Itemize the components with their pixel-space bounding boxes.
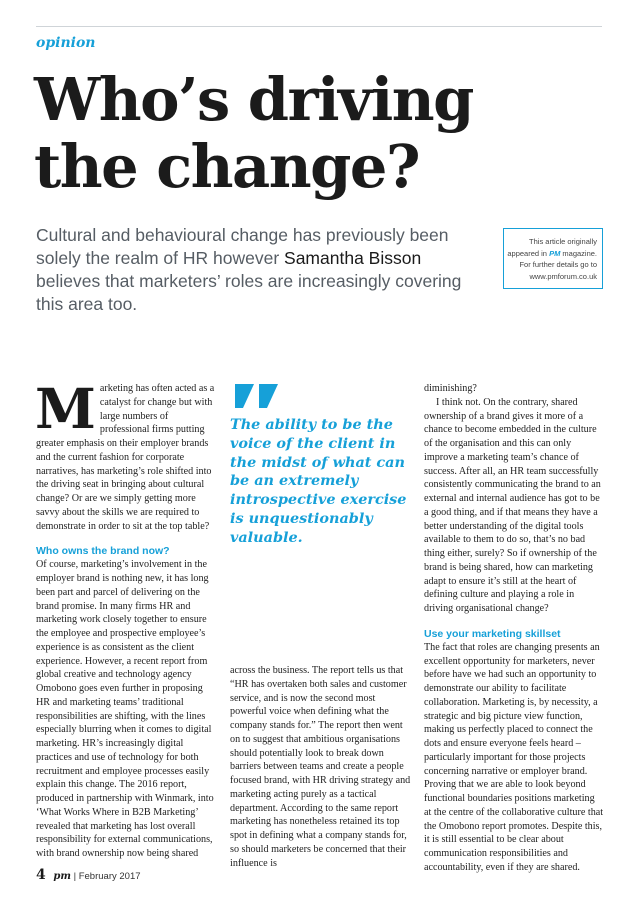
source-info-box [503, 228, 603, 289]
headline-line-1: Who’s driving [34, 65, 473, 134]
body-paragraph: I think not. On the contrary, shared ownership of a brand gives it more of a chance to become embedded in the culture of the organisation and this can only improve a marketing team’s chance of success. After all, an HR team successfully consistently communicating the brand to an external and internal audience has got to be a good thing, and if that means they have a better understanding of the digital tools available to them to do so, that’s no bad thing either, surely? So if ownership of the brand is being shared, how can marketing adapt to ensure it’s still at the heart of defining culture and playing a role in driving organisational change? [424, 396, 601, 614]
info-line-2-start: appeared in [507, 248, 550, 258]
drop-cap: M [35, 376, 96, 441]
subhead-marketing-skillset: Use your marketing skillset [424, 627, 561, 640]
standfirst [36, 224, 476, 316]
info-line-3: For further details go to [519, 260, 597, 269]
article-column-2 [230, 664, 411, 870]
info-line-2-end: magazine. [560, 248, 597, 258]
headline [34, 66, 594, 200]
body-paragraph-end: diminishing? [424, 383, 477, 394]
magazine-name: PM [549, 248, 561, 258]
headline-line-2: the change? [34, 132, 420, 201]
subhead-brand-ownership: Who owns the brand now? [36, 545, 170, 558]
body-paragraph: Of course, marketing’s involvement in the employer brand is nothing new, it has long been part and parcel of delivering on the brand promise. In many firms HR and marketing work closely together to ensure the employee and prospective employee’s experience is as consistent as the client experience. However, a recent report from global creative and technology agency Omobono goes even further in proposing HR and marketing teams’ traditional responsibilities are shifting, with the lines especially blurring when it comes to digital marketing. HR’s increasingly digital practices and use of technology for both recruitment and employee processes easily explain this change. The 2016 report, produced in partnership with Winmark, into ‘What Works Where in B2B Marketing’ revealed that marketing has lost overall responsibility for external communications, with brand ownership now being shared [36, 559, 214, 859]
quote-mark-icon [231, 384, 283, 410]
top-rule [36, 26, 602, 27]
article-column-3 [424, 382, 604, 875]
pull-quote: The ability to be the voice of the client in the midst of what can be an extremely introspective exercise is unquestionably valuable. [230, 416, 407, 546]
standfirst-text-end: believes that marketers’ roles are increasingly covering this area too. [36, 271, 462, 314]
body-paragraph: The fact that roles are changing presents an excellent opportunity for marketers, never before have we had such an opportunity to demonstrate our ability to facilitate collaboration. Marketing is, by necessity, a strategic and big picture view function, making us perfectly placed to connect the dots and ensure everyone feels heard – particularly important for those projects concerning narrative or employer brand. Proving that we are able to look beyond functional boundaries positions marketing at the centre of the collaborative culture that the Omobono report promotes. Despite this, it is still essential to be clear about communication responsibilities and accountability, even if they are shared. [424, 641, 604, 873]
issue-date: February 2017 [78, 871, 141, 882]
website-link[interactable]: www.pmforum.co.uk [529, 271, 597, 281]
intro-paragraph [35, 376, 216, 533]
article-column-1 [35, 376, 216, 861]
intro-text: arketing has often acted as a catalyst for change but with large numbers of professional firms putting greater emphasis on their employer brands and the current fashion for corporate narratives, has marketing’s role shifted into the driving seat in bringing about cultural change? Or are we simply getting more savvy about the skills we are required to demonstrate in order to sit at the top table? [36, 383, 215, 532]
standfirst-text-start: Cultural and behavioural change has previously been solely the realm of HR however [36, 225, 449, 268]
author-name: Samantha Bisson [284, 248, 422, 268]
page-number: 4 [36, 867, 46, 883]
section-label: opinion [36, 35, 96, 51]
info-line-2 [504, 248, 597, 260]
page-footer [36, 867, 141, 883]
body-paragraph-continued: across the business. The report tells us that “HR has overtaken both sales and customer service, and is now the second most powerful voice when defining what the company stands for.” The report then went on to suggest that ambitious organisations should potentially look to break down barriers between teams and create a people focused brand, with HR driving strategy and marketing acting purely as a tactical department. According to the same report marketing has nonetheless retained its top spot in defining what a company stands for, so should marketers be concerned that their influence is [230, 665, 411, 869]
info-line-1: This article originally [529, 237, 597, 246]
footer-separator: | [73, 871, 77, 882]
magazine-brand: pm [53, 871, 71, 882]
